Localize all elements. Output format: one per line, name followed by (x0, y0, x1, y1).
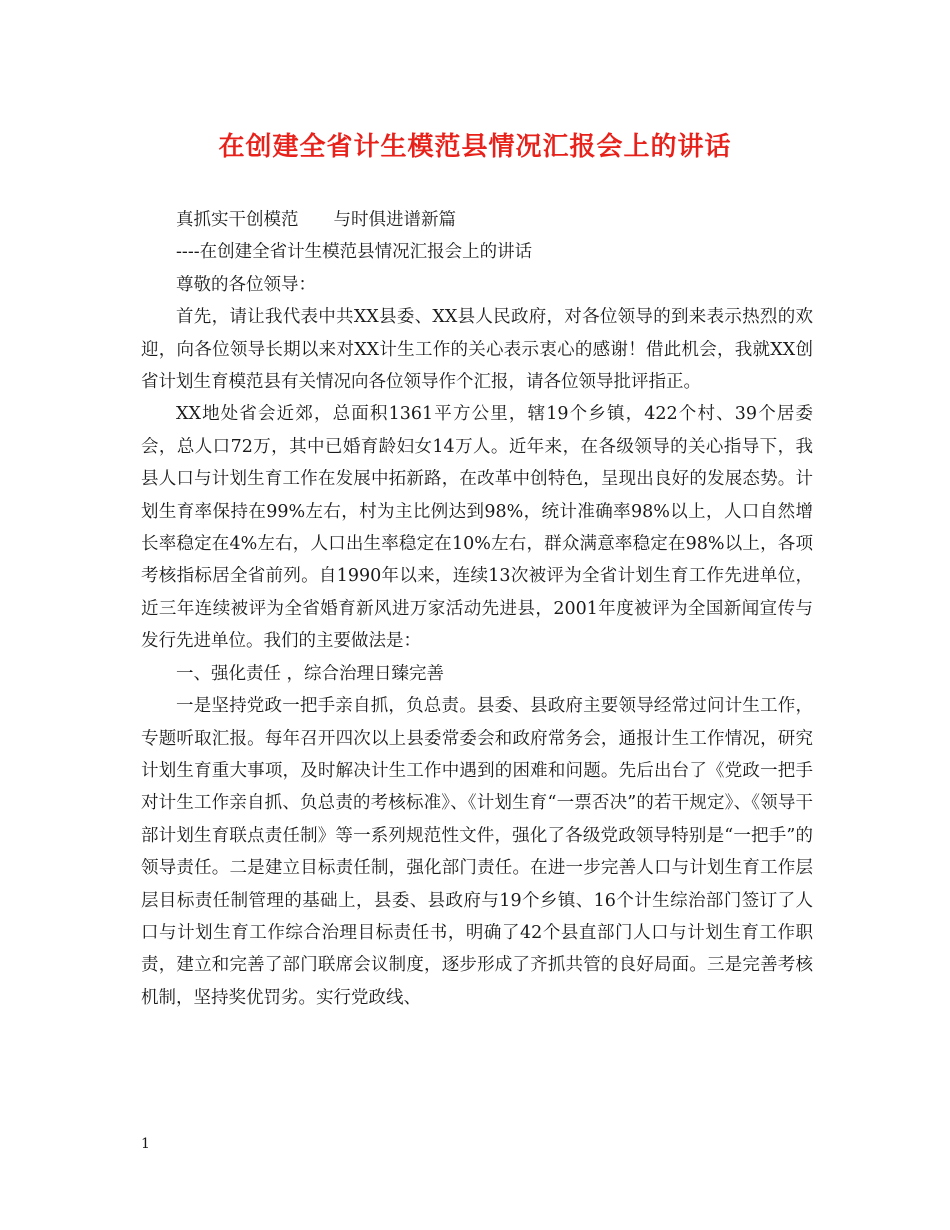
document-body (141, 204, 813, 1014)
paragraph-intro: 首先，请让我代表中共XX县委、XX县人民政府，对各位领导的到来表示热烈的欢迎，向各位领导长期以来对XX计生工作的关心表示衷心的感谢！借此机会，我就XX创省计划生育模范县有关情况向各位领导作个汇报，请各位领导批评指正。 (141, 307, 813, 393)
section-heading-1: 一、强化责任 ，综合治理日臻完善 (176, 663, 445, 684)
salutation: 尊敬的各位领导： (176, 274, 316, 295)
page-number: 1 (141, 1136, 150, 1152)
paragraph-overview: XX地处省会近郊，总面积1361平方公里，辖19个乡镇，422个村、39个居委会，总人口72万，其中已婚育龄妇女14万人。近年来，在各级领导的关心指导下，我县人口与计划生育工作在发展中拓新路，在改革中创特色，呈现出良好的发展态势。计划生育率保持在99%左右，村为主比例达到98%，统计准确率98%以上，人口自然增长率稳定在4%左右，人口出生率稳定在10%左右，群众满意率稳定在98%以上，各项考核指标居全省前列。自1990年以来，连续13次被评为全省计划生育工作先进单位，近三年连续被评为全省婚育新风进万家活动先进县，2001年度被评为全国新闻宣传与发行先进单位。我们的主要做法是： (141, 404, 813, 652)
document-title: 在创建全省计生模范县情况汇报会上的讲话 (218, 132, 732, 162)
subtitle-line: 真抓实干创模范 与时俱进谱新篇 (176, 210, 456, 230)
subtitle-subline: ----在创建全省计生模范县情况汇报会上的讲话 (176, 242, 533, 263)
paragraph-section-1: 一是坚持党政一把手亲自抓，负总责。县委、县政府主要领导经常过问计生工作，专题听取汇报。每年召开四次以上县委常委会和政府常务会，通报计生工作情况，研究计划生育重大事项，及时解决计生工作中遇到的困难和问题。先后出台了《党政一把手对计生工作亲自抓、负总责的考核标准》、《计划生育“一票否决”的若干规定》、《领导干部计划生育联点责任制》等一系列规范性文件，强化了各级党政领导特别是“一把手”的领导责任。二是建立目标责任制，强化部门责任。在进一步完善人口与计划生育工作层层目标责任制管理的基础上，县委、县政府与19个乡镇、16个计生综治部门签订了人口与计划生育工作综合治理目标责任书，明确了42个县直部门人口与计划生育工作职责，建立和完善了部门联席会议制度，逐步形成了齐抓共管的良好局面。三是完善考核机制，坚持奖优罚劣。实行党政线、 (141, 696, 813, 1008)
